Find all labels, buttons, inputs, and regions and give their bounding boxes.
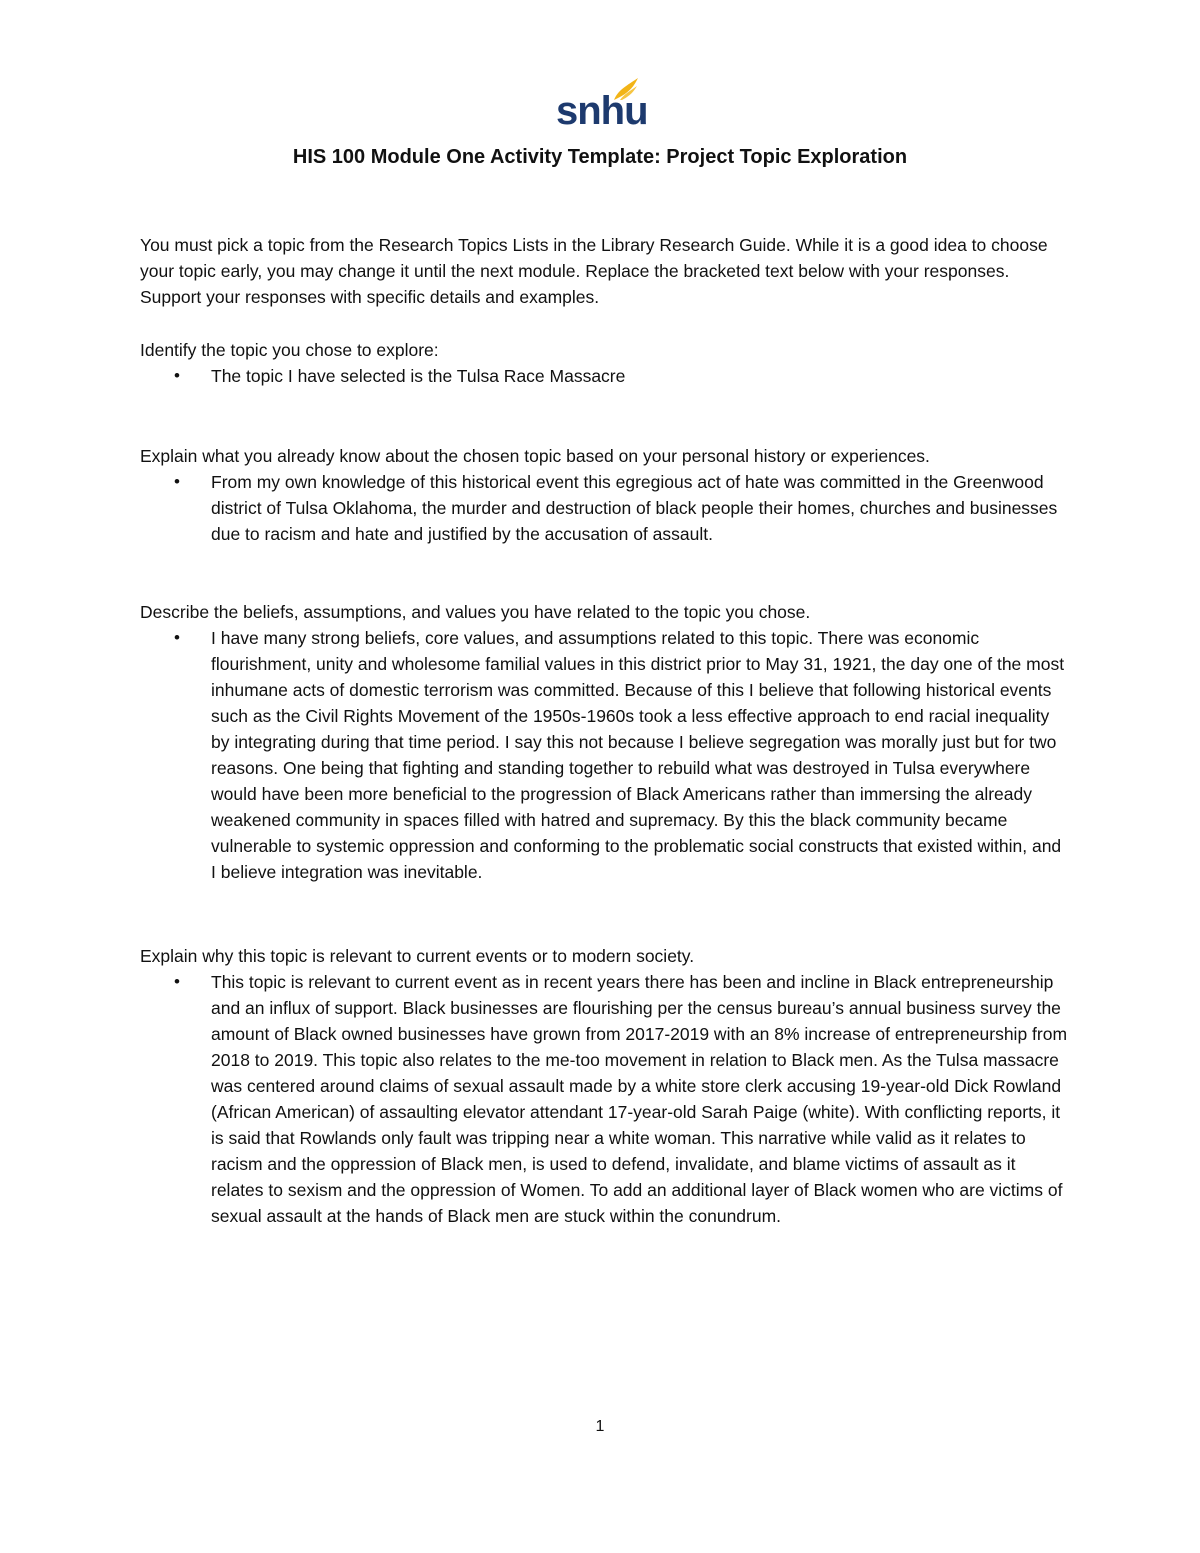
logo-wordmark: snhu	[556, 89, 648, 133]
bullet-icon: •	[174, 972, 180, 991]
bullet-icon: •	[174, 472, 180, 491]
intro-paragraph: You must pick a topic from the Research Topics Lists in the Library Research Guide. While it is a good idea to choose your topic early, you may change it until the next module. Replace the bracketed text below with your responses. Support your responses with specific details and examples.	[140, 235, 1048, 307]
section-topic	[140, 337, 1070, 389]
section-prompt: Explain what you already know about the chosen topic based on your personal history or experiences.	[140, 446, 930, 466]
bullet-item	[140, 969, 1070, 1229]
section-answer: I have many strong beliefs, core values, and assumptions related to this topic. There was economic flourishment, unity and wholesome familial values in this district prior to May 31, 1921, the day one of the most inhumane acts of domestic terrorism was committed. Because of this I believe that following historical events such as the Civil Rights Movement of the 1950s-1960s took a less effective approach to end racial inequality by integrating during that time period. I say this not because I believe segregation was morally just but for two reasons. One being that fighting and standing together to rebuild what was destroyed in Tulsa everywhere would have been more beneficial to the progression of Black Americans rather than immersing the already weakened community in spaces filled with hatred and supremacy. By this the black community became vulnerable to systemic oppression and conforming to the problematic social constructs that existed within, and I believe integration was inevitable.	[211, 628, 1065, 882]
bullet-icon: •	[174, 628, 180, 647]
bullet-item	[140, 469, 1070, 547]
bullet-item	[140, 625, 1070, 885]
snhu-logo	[556, 76, 648, 133]
bullet-item	[140, 363, 1070, 389]
bullet-icon: •	[174, 366, 180, 385]
section-answer: The topic I have selected is the Tulsa Race Massacre	[211, 366, 626, 386]
page-number: 1	[595, 1418, 605, 1435]
section-prompt: Explain why this topic is relevant to current events or to modern society.	[140, 946, 695, 966]
section-prompt: Identify the topic you chose to explore:	[140, 340, 439, 360]
section-knowledge	[140, 443, 1070, 547]
section-relevance	[140, 943, 1070, 1229]
section-answer: This topic is relevant to current event as in recent years there has been and incline in Black entrepreneurship and an influx of support. Black businesses are flourishing per the census bureau’s annual business survey the amount of Black owned businesses have grown from 2017-2019 with an 8% increase of entrepreneurship from 2018 to 2019. This topic also relates to the me-too movement in relation to Black men. As the Tulsa massacre was centered around claims of sexual assault made by a white store clerk accusing 19-year-old Dick Rowland (African American) of assaulting elevator attendant 17-year-old Sarah Paige (white). With conflicting reports, it is said that Rowlands only fault was tripping near a white woman. This narrative while valid as it relates to racism and the oppression of Black men, is used to defend, invalidate, and blame victims of assault as it relates to sexism and the oppression of Women. To add an additional layer of Black women who are victims of sexual assault at the hands of Black men are stuck within the conundrum.	[211, 972, 1068, 1226]
section-prompt: Describe the beliefs, assumptions, and values you have related to the topic you chose.	[140, 602, 811, 622]
section-answer: From my own knowledge of this historical event this egregious act of hate was committed in the Greenwood district of Tulsa Oklahoma, the murder and destruction of black people their homes, churches and businesses due to racism and hate and justified by the accusation of assault.	[211, 472, 1058, 544]
page-title: HIS 100 Module One Activity Template: Project Topic Exploration	[292, 146, 908, 168]
section-beliefs	[140, 599, 1070, 885]
